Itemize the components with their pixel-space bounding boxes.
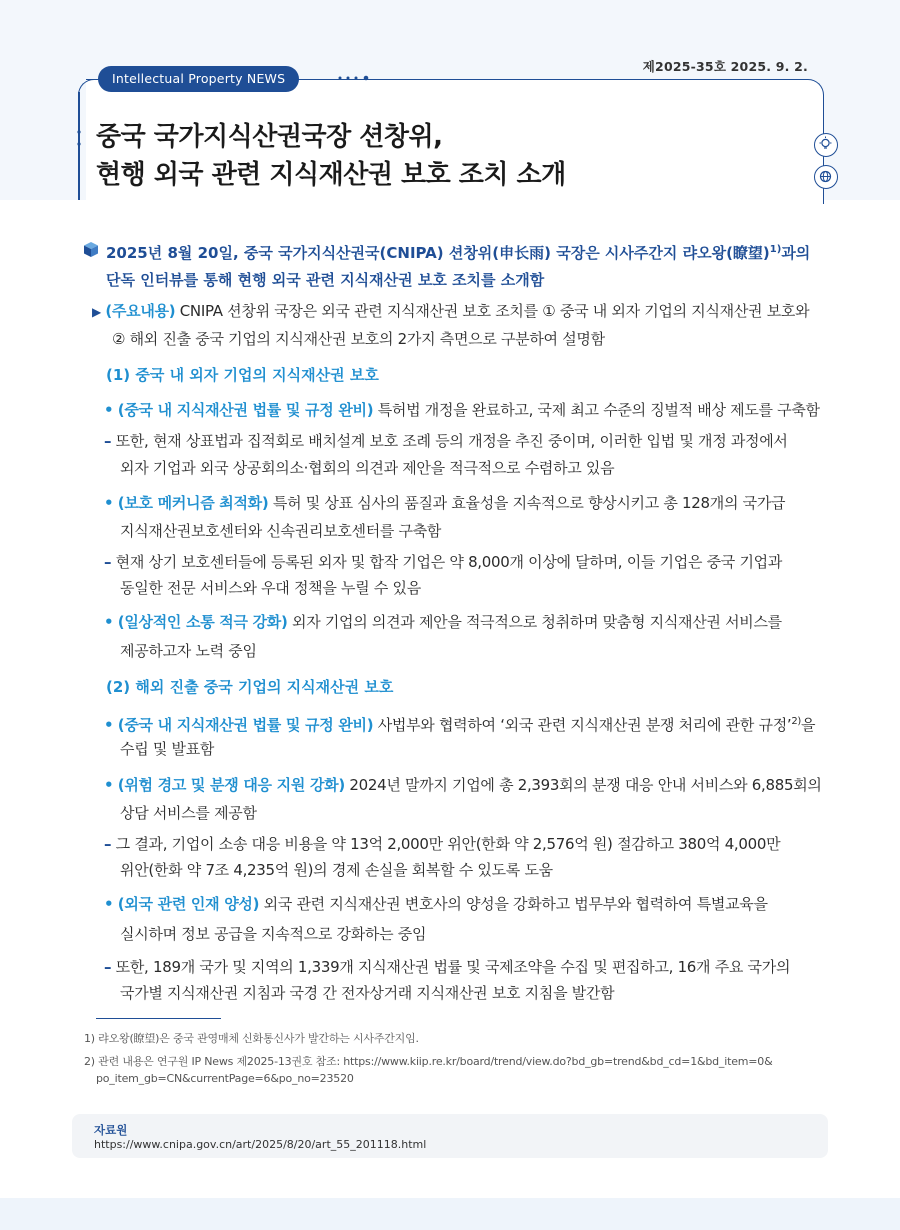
s2-d2-text-1: 그 결과, 기업이 소송 대응 비용을 약 13억 2,000만 위안(한화 약 2,576억 원) 절감하고 380억 4,000만 (115, 835, 781, 853)
s1-bullet-3-line-1 (104, 608, 832, 636)
footnote-divider (96, 1018, 221, 1019)
s1-bullet-1 (104, 396, 832, 424)
s1-dash-1-line-1 (104, 427, 832, 455)
dash-bullet-icon: – (104, 553, 112, 571)
lead-line-1 (106, 236, 840, 267)
dash-bullet-icon: – (104, 432, 112, 450)
bullet-dot-icon: • (104, 401, 114, 419)
title-line-2: 현행 외국 관련 지식재산권 보호 조치 소개 (96, 160, 566, 190)
s1-d2-text-1: 현재 상기 보호센터들에 등록된 외자 및 합작 기업은 약 8,000개 이상에 달하며, 이들 기업은 중국 기업과 (115, 553, 783, 571)
bullet-dot-icon: • (104, 776, 114, 794)
s1-b2-tag: (보호 메커니즘 최적화) (117, 494, 269, 512)
title-line-1: 중국 국가지식산권국장 션창위, (96, 122, 443, 152)
title-frame-left-rule (78, 92, 80, 200)
s2-dash-2-line-2: 위안(한화 약 7조 4,235억 원)의 경제 손실을 회복할 수 있도록 도움 (120, 861, 553, 879)
bullet-dot-icon: • (104, 895, 114, 913)
lightbulb-glyph (815, 134, 836, 155)
lightbulb-icon (814, 133, 838, 157)
dash-bullet-icon: – (104, 958, 112, 976)
footer-band (0, 1198, 900, 1230)
s2-b3-text-1: 외국 관련 지식재산권 변호사의 양성을 강화하고 법무부와 협력하여 특별교육을 (259, 895, 768, 913)
s1-bullet-3-line-2: 제공하고자 노력 중임 (120, 642, 257, 660)
s1-dash-2-line-1 (104, 548, 832, 576)
s2-b1-tag: (중국 내 지식재산권 법률 및 규정 완비) (117, 716, 374, 734)
summary-line-1 (92, 297, 832, 326)
s1-b3-text-1: 외자 기업의 의견과 제안을 적극적으로 청취하며 맞춤형 지식재산권 서비스를 (287, 613, 782, 631)
s1-b3-tag: (일상적인 소통 적극 강화) (117, 613, 288, 631)
lead-paragraph (84, 236, 840, 294)
s1-b2-text-1: 특허 및 상표 심사의 품질과 효율성을 지속적으로 향상시키고 총 128개의 국가급 (268, 494, 786, 512)
s2-bullet-1-line-2: 수립 및 발표함 (120, 740, 215, 758)
footnote-1: 1) 랴오왕(瞭望)은 중국 관영매체 신화통신사가 발간하는 시사주간지임. (84, 1032, 419, 1045)
lead-text-1a: 2025년 8월 20일, 중국 국가지식산권국(CNIPA) 션창위(申长雨) 국장은 시사주간지 랴오왕(瞭望) (106, 244, 770, 262)
bullet-dot-icon: • (104, 716, 114, 734)
s2-dash-3-line-1 (104, 953, 832, 981)
cube-icon (84, 242, 98, 257)
lead-line-2: 단독 인터뷰를 통해 현행 외국 관련 지식재산권 보호 조치를 소개함 (106, 271, 545, 289)
news-label: Intellectual Property NEWS (98, 66, 299, 92)
s1-bullet-2-line-1 (104, 489, 832, 517)
summary-tag: (주요내용) (105, 302, 176, 320)
s2-b3-tag: (외국 관련 인재 양성) (117, 895, 260, 913)
s1-dash-2-line-2: 동일한 전문 서비스와 우대 정책을 누릴 수 있음 (120, 579, 421, 597)
s2-dash-2-line-1 (104, 830, 832, 858)
summary-line-2: ② 해외 진출 중국 기업의 지식재산권 보호의 2가지 측면으로 구분하여 설명함 (112, 330, 605, 348)
page-title (96, 118, 566, 194)
footnote-ref-2: 2) (791, 716, 802, 727)
s2-b2-text-1: 2024년 말까지 기업에 총 2,393회의 분쟁 대응 안내 서비스와 6,885회의 (344, 776, 822, 794)
summary-text-1: CNIPA 션창위 국장은 외국 관련 지식재산권 보호 조치를 ① 중국 내 외자 기업의 지식재산권 보호와 (175, 302, 810, 320)
s1-bullet-2-line-2: 지식재산권보호센터와 신속권리보호센터를 구축함 (120, 522, 442, 540)
source-box (72, 1114, 828, 1158)
s1-b1-tag: (중국 내 지식재산권 법률 및 규정 완비) (117, 401, 374, 419)
s2-d3-text-1: 또한, 189개 국가 및 지역의 1,339개 지식재산권 법률 및 국제조약을 수집 및 편집하고, 16개 주요 국가의 (115, 958, 791, 976)
s1-b1-text: 특허법 개정을 완료하고, 국제 최고 수준의 징벌적 배상 제도를 구축함 (373, 401, 820, 419)
footnote-2-line-2: po_item_gb=CN&currentPage=6&po_no=23520 (96, 1072, 354, 1085)
dash-bullet-icon: – (104, 835, 112, 853)
globe-icon (814, 165, 838, 189)
section-1-heading: (1) 중국 내 외자 기업의 지식재산권 보호 (106, 366, 379, 384)
s2-bullet-2-line-2: 상담 서비스를 제공함 (120, 804, 257, 822)
s1-dash-1-line-2: 외자 기업과 외국 상공회의소·협회의 의견과 제안을 적극적으로 수렴하고 있음 (120, 459, 615, 477)
bullet-dot-icon: • (104, 613, 114, 631)
s2-b2-tag: (위험 경고 및 분쟁 대응 지원 강화) (117, 776, 345, 794)
s2-b1-text-1: 사법부와 협력하여 ‘외국 관련 지식재산권 분쟁 처리에 관한 규정’ (373, 716, 792, 734)
s2-b1-text-1b: 을 (801, 716, 816, 734)
bullet-dot-icon: • (104, 494, 114, 512)
s2-bullet-2-line-1 (104, 771, 832, 799)
s1-d1-text-1: 또한, 현재 상표법과 집적회로 배치설계 보호 조례 등의 개정을 추진 중이며, 이러한 입법 및 개정 과정에서 (115, 432, 788, 450)
globe-glyph (815, 166, 836, 187)
triangle-bullet-icon: ▶ (92, 305, 101, 319)
s2-bullet-3-line-2: 실시하며 정보 공급을 지속적으로 강화하는 중임 (120, 925, 427, 943)
s2-dash-3-line-2: 국가별 지식재산권 지침과 국경 간 전자상거래 지식재산권 보호 지침을 발간함 (120, 984, 615, 1002)
lead-text-1b: 과의 (781, 244, 811, 262)
s2-bullet-3-line-1 (104, 890, 832, 918)
section-2-heading: (2) 해외 진출 중국 기업의 지식재산권 보호 (106, 678, 394, 696)
footnote-2-line-1: 2) 관련 내용은 연구원 IP News 제2025-13권호 참조: https://www.kiip.re.kr/board/trend/view.do?bd_gb=trend&bd_cd=1&bd_item=0& (84, 1055, 773, 1068)
issue-number-date: 제2025-35호 2025. 9. 2. (642, 59, 808, 74)
left-rule-dots (77, 92, 81, 200)
decorative-dots (336, 74, 376, 82)
source-label: 자료원 (94, 1123, 128, 1137)
footnote-ref-1: 1) (769, 244, 782, 255)
source-link[interactable]: https://www.cnipa.gov.cn/art/2025/8/20/art_55_201118.html (94, 1138, 427, 1151)
